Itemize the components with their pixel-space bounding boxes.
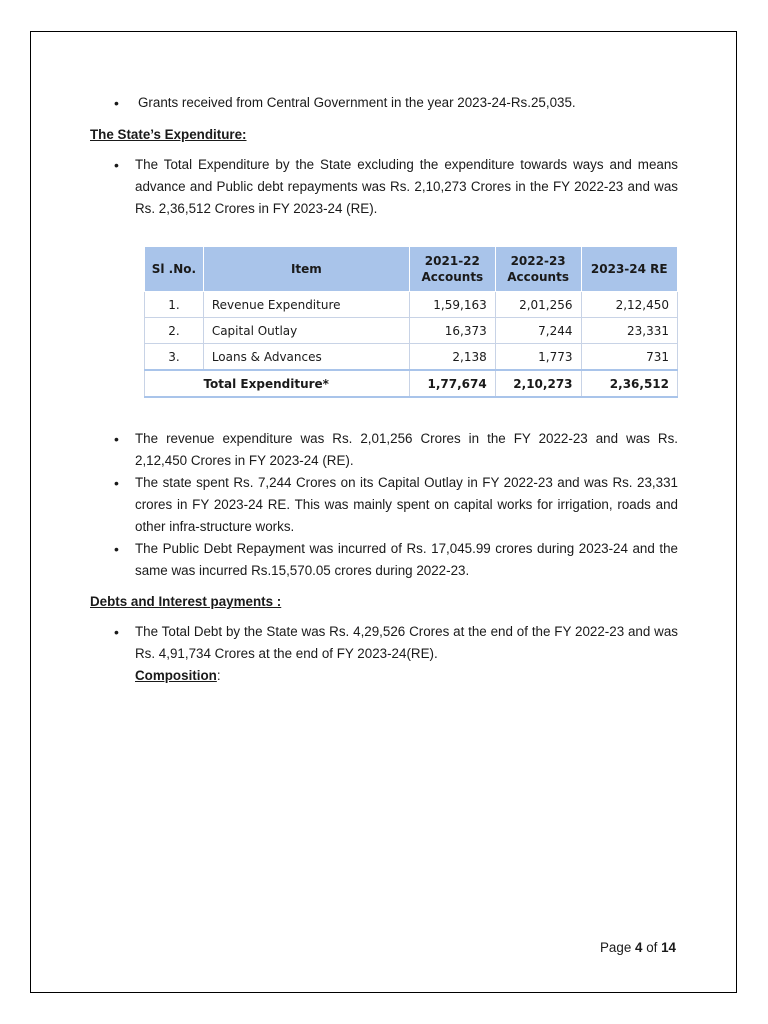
debts-list (90, 621, 678, 665)
cell-sl: 3. (145, 344, 204, 371)
header-2021-22: 2021-22 Accounts (409, 247, 495, 292)
composition-line (90, 665, 678, 687)
cell-2021-22: 16,373 (409, 318, 495, 344)
grants-bullet: • Grants received from Central Government in the year 2023-24-Rs.25,035. (90, 92, 678, 114)
footer-page-number: 4 (635, 940, 643, 955)
total-label: Total Expenditure* (145, 370, 410, 397)
debts-heading: Debts and Interest payments : (90, 594, 282, 609)
table-header-row (145, 247, 678, 292)
table-row (145, 292, 678, 318)
expenditure-details-list (90, 428, 678, 582)
cell-sl: 2. (145, 318, 204, 344)
table-row (145, 318, 678, 344)
revenue-expenditure-bullet: • The revenue expenditure was Rs. 2,01,256 Crores in the FY 2022-23 and was Rs. 2,12,450 Crores in FY 2023-24 (RE). (90, 428, 678, 472)
header-2022-23: 2022-23 Accounts (495, 247, 581, 292)
cell-2023-24: 23,331 (581, 318, 677, 344)
header-slno: Sl .No. (145, 247, 204, 292)
total-expenditure-bullet: • The Total Expenditure by the State excluding the expenditure towards ways and means advance and Public debt repayments was Rs. 2,10,273 Crores in the FY 2022-23 and was Rs. 2,36,512 Crores in FY 2023-24 (RE). (90, 154, 678, 220)
page-footer (600, 940, 676, 955)
total-2021-22: 1,77,674 (409, 370, 495, 397)
cell-2022-23: 7,244 (495, 318, 581, 344)
public-debt-bullet: • The Public Debt Repayment was incurred of Rs. 17,045.99 crores during 2023-24 and the same was incurred Rs.15,570.05 crores during 2022-23. (90, 538, 678, 582)
table-row (145, 344, 678, 371)
cell-2022-23: 2,01,256 (495, 292, 581, 318)
total-2023-24: 2,36,512 (581, 370, 677, 397)
document-content (90, 92, 678, 687)
cell-sl: 1. (145, 292, 204, 318)
cell-item: Revenue Expenditure (203, 292, 409, 318)
table-total-row (145, 370, 678, 397)
expenditure-heading: The State’s Expenditure: (90, 127, 247, 142)
composition-label: Composition (135, 668, 217, 683)
cell-2021-22: 1,59,163 (409, 292, 495, 318)
expenditure-table-wrap (144, 246, 678, 398)
footer-total-pages: 14 (661, 940, 677, 955)
capital-outlay-bullet: • The state spent Rs. 7,244 Crores on its Capital Outlay in FY 2022-23 and was Rs. 23,331 crores in FY 2023-24 RE. This was mainly spent on capital works for irrigation, roads and other infra-structure works. (90, 472, 678, 538)
grants-list (90, 92, 678, 114)
cell-item: Loans & Advances (203, 344, 409, 371)
expenditure-table (144, 246, 678, 398)
expenditure-list (90, 154, 678, 220)
header-item: Item (203, 247, 409, 292)
total-debt-bullet: • The Total Debt by the State was Rs. 4,29,526 Crores at the end of the FY 2022-23 and was Rs. 4,91,734 Crores at the end of FY 2023-24(RE). (90, 621, 678, 665)
cell-2021-22: 2,138 (409, 344, 495, 371)
header-2023-24: 2023-24 RE (581, 247, 677, 292)
footer-page-word: Page (600, 940, 632, 955)
cell-2022-23: 1,773 (495, 344, 581, 371)
cell-2023-24: 731 (581, 344, 677, 371)
footer-of-word: of (646, 940, 658, 955)
total-2022-23: 2,10,273 (495, 370, 581, 397)
composition-colon: : (216, 668, 221, 683)
cell-2023-24: 2,12,450 (581, 292, 677, 318)
cell-item: Capital Outlay (203, 318, 409, 344)
